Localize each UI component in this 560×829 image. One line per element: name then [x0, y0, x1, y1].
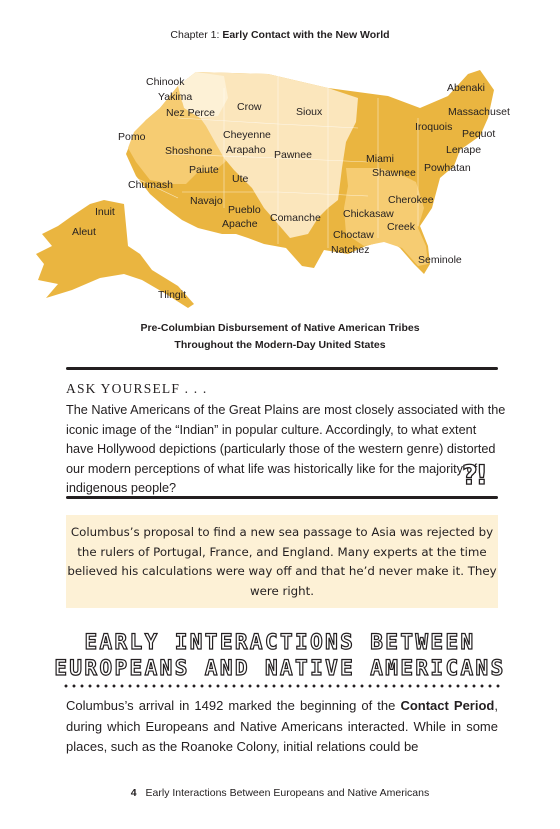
- page-number: 4: [130, 787, 137, 799]
- section-title: [0, 629, 560, 681]
- chapter-title: Early Contact with the New World: [222, 29, 390, 41]
- tribe-label: Yakima: [158, 91, 193, 103]
- tribe-label: Chickasaw: [343, 208, 394, 220]
- ask-yourself-heading: ASK YOURSELF . . .: [66, 381, 208, 396]
- map-caption: [0, 320, 560, 354]
- tribe-label: Pueblo: [228, 204, 261, 216]
- tribe-label: Massachuset: [448, 106, 510, 118]
- tribe-label: Inuit: [95, 206, 115, 218]
- tribe-label: Chinook: [146, 76, 185, 88]
- ask-yourself-text: The Native Americans of the Great Plains are most closely associated with the iconic image of the “Indian” in popular culture. Accordingly, to what extent have Hollywood depictions (particularly those of the western genre) distorted our modern perceptions of what life was historically like for the majority of indigenous people?: [66, 403, 506, 495]
- tribe-label: Iroquois: [415, 121, 453, 133]
- contact-period-term: Contact Period: [400, 698, 495, 713]
- tribe-label: Creek: [387, 221, 416, 233]
- tribe-label: Seminole: [418, 254, 462, 266]
- tribe-label: Sioux: [296, 106, 323, 118]
- tribe-label: Ute: [232, 173, 249, 185]
- bottom-divider: [66, 496, 498, 499]
- tribe-label: Natchez: [331, 244, 370, 256]
- body-text-end: , during which Europeans and Native Americans interacted. While in some places, such as the Roanoke Colony, initial relations could be: [66, 698, 498, 754]
- chapter-header: [0, 29, 560, 41]
- tribe-label: Arapaho: [226, 144, 266, 156]
- dotted-divider: [62, 684, 502, 688]
- fun-fact-text: Columbus’s proposal to find a new sea passage to Asia was rejected by the rulers of Portugal, France, and England. Many experts at the time believed his calculations were way off and that he’d never make it. They were right.: [67, 525, 497, 598]
- tribe-label: Aleut: [72, 226, 96, 238]
- chapter-prefix: Chapter 1:: [170, 29, 220, 41]
- tribe-label: Pomo: [118, 131, 146, 143]
- tribe-label: Shawnee: [372, 167, 416, 179]
- question-exclamation-icon: ?!: [462, 460, 486, 491]
- tribe-label: Choctaw: [333, 229, 374, 241]
- tribe-label: Cherokee: [388, 194, 434, 206]
- tribe-label: Crow: [237, 101, 262, 113]
- running-title: Early Interactions Between Europeans and Native Americans: [145, 787, 430, 799]
- tribes-map: [28, 58, 528, 313]
- tribe-label: Powhatan: [424, 162, 471, 174]
- tribe-label: Pequot: [462, 128, 496, 140]
- tribe-label: Tlingit: [158, 289, 187, 301]
- tribe-label: Navajo: [190, 195, 223, 207]
- tribe-label: Cheyenne: [223, 129, 271, 141]
- page-footer: [0, 787, 560, 799]
- tribe-label: Apache: [222, 218, 258, 230]
- tribe-label: Lenape: [446, 144, 482, 156]
- tribe-label: Paiute: [189, 164, 219, 176]
- caption-line-1: Pre-Columbian Disbursement of Native American Tribes: [140, 322, 420, 334]
- caption-line-2: Throughout the Modern-Day United States: [174, 339, 386, 351]
- tribe-label: Nez Perce: [166, 107, 216, 119]
- section-title-line-1: EARLY INTERACTIONS BETWEEN: [84, 630, 476, 654]
- tribe-label: Comanche: [270, 212, 321, 224]
- body-paragraph: [66, 696, 498, 758]
- tribe-label: Chumash: [128, 179, 173, 191]
- tribe-label: Shoshone: [165, 145, 213, 157]
- tribe-label: Pawnee: [274, 149, 312, 161]
- body-text-start: Columbus’s arrival in 1492 marked the beginning of the: [66, 698, 401, 713]
- section-title-line-2: EUROPEANS AND NATIVE AMERICANS: [54, 656, 506, 680]
- top-divider: [66, 367, 498, 370]
- tribe-label: Abenaki: [447, 82, 485, 94]
- tribe-label: Miami: [366, 153, 394, 165]
